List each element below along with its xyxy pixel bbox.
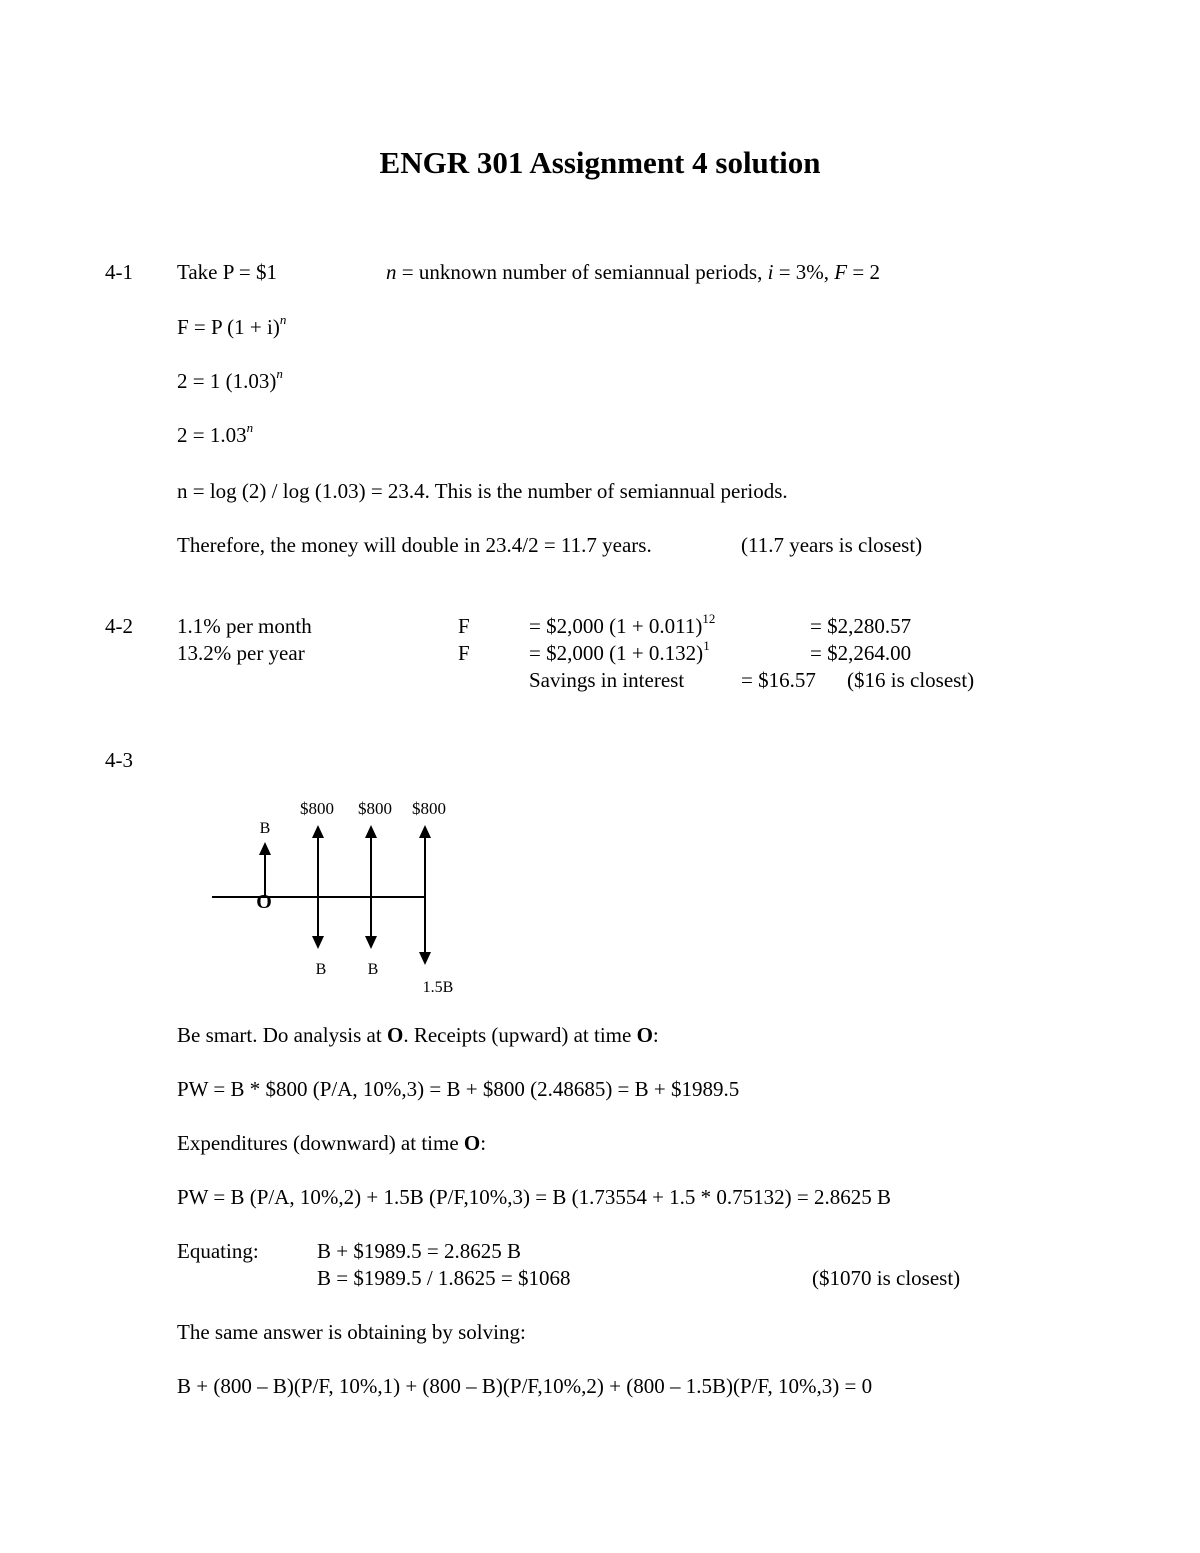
text-segment: Expenditures (downward) at time [177, 1131, 464, 1155]
arrowhead [365, 825, 377, 838]
equating-equation: B + $1989.5 = 2.8625 B [317, 1239, 521, 1263]
given-p: Take P = $1 [177, 260, 277, 284]
monthly-rate: 1.1% per month [177, 614, 312, 638]
pw-receipts: PW = B * $800 (P/A, 10%,3) = B + $800 (2.48685) = B + $1989.5 [177, 1077, 740, 1101]
text-segment: : [480, 1131, 487, 1155]
problem-number-4-2: 4-2 [105, 614, 133, 638]
arrowhead [419, 952, 431, 965]
alternative-method: The same answer is obtaining by solving: [177, 1320, 526, 1344]
text-segment: : [652, 1023, 659, 1047]
origin-symbol: O [463, 1131, 481, 1155]
given-i-value: = 3%, [773, 260, 835, 284]
yearly-rate: 13.2% per year [177, 641, 305, 665]
solution-b: B = $1989.5 / 1.8625 = $1068 [317, 1266, 571, 1290]
arrowhead [312, 825, 324, 838]
given-f-symbol: F [834, 260, 848, 284]
problem-number-4-1: 4-1 [105, 260, 133, 284]
yearly-result: = $2,264.00 [810, 641, 912, 665]
arrowhead [259, 842, 271, 855]
equating-label: Equating: [177, 1239, 259, 1263]
f-symbol-yearly: F [458, 641, 470, 665]
problem-number-4-3: 4-3 [105, 748, 133, 772]
page-title: ENGR 301 Assignment 4 solution [379, 145, 821, 180]
exponent: 1 [703, 638, 710, 653]
label-receipt-b: B [259, 820, 271, 837]
label-800-1: $800 [300, 799, 334, 818]
alternative-equation: B + (800 – B)(P/F, 10%,1) + (800 – B)(P/F,10%,2) + (800 – 1.5B)(P/F, 10%,3) = 0 [177, 1374, 873, 1398]
given-n-symbol: n [386, 260, 397, 284]
exponent: 12 [702, 611, 716, 626]
label-payment-b-1: B [315, 961, 327, 978]
label-800-3: $800 [412, 799, 446, 818]
equation-text: F = P (1 + i) [177, 315, 280, 339]
label-payment-1-5b: 1.5B [422, 979, 454, 996]
arrowhead [419, 825, 431, 838]
equation-text: 2 = 1 (1.03) [177, 369, 277, 393]
label-800-2: $800 [358, 799, 392, 818]
text-segment: Be smart. Do analysis at [177, 1023, 387, 1047]
arrowhead [312, 936, 324, 949]
equation-log-solution: n = log (2) / log (1.03) = 23.4. This is the number of semiannual periods. [177, 479, 788, 503]
text-segment: . Receipts (upward) at time [403, 1023, 637, 1047]
f-symbol-monthly: F [458, 614, 470, 638]
equation-text: = $2,000 (1 + 0.132) [529, 641, 704, 665]
pw-expenditures: PW = B (P/A, 10%,2) + 1.5B (P/F,10%,3) = B (1.73554 + 1.5 * 0.75132) = 2.8625 B [177, 1185, 891, 1209]
doubling-conclusion: Therefore, the money will double in 23.4/2 = 11.7 years. [177, 533, 652, 557]
savings-label: Savings in interest [529, 668, 685, 692]
exponent: n [246, 420, 254, 435]
exponent: n [276, 366, 283, 381]
savings-value: = $16.57 [741, 668, 816, 692]
answer-note-4-2: ($16 is closest) [847, 668, 975, 692]
analysis-intro [177, 1025, 659, 1046]
given-n-text: = unknown number of semiannual periods, [396, 260, 768, 284]
equation-text: = $2,000 (1 + 0.011) [529, 614, 703, 638]
expenditures-intro [177, 1133, 486, 1154]
exponent: n [279, 312, 287, 327]
origin-symbol: O [636, 1023, 653, 1047]
answer-note-4-1: (11.7 years is closest) [741, 533, 923, 557]
given-f-value: = 2 [847, 260, 880, 284]
arrowhead [365, 936, 377, 949]
given-i-symbol: i [767, 260, 774, 284]
answer-note-4-3: ($1070 is closest) [812, 1266, 961, 1290]
monthly-result: = $2,280.57 [810, 614, 912, 638]
equation-text: 2 = 1.03 [177, 423, 247, 447]
label-payment-b-2: B [367, 961, 379, 978]
origin-symbol: O [386, 1023, 404, 1047]
origin-label: O [256, 891, 272, 913]
